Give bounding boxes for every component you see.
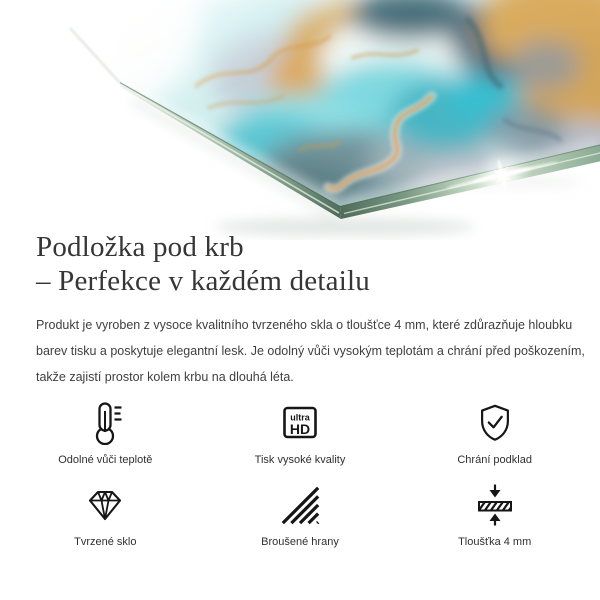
- feature-thickness: [397, 482, 592, 548]
- feature-label: Odolné vůči teplotě: [58, 454, 153, 466]
- product-description: [36, 312, 585, 390]
- description-line: Produkt je vyroben z vysoce kvalitního tvrzeného skla o tloušťce 4 mm, které zdůrazňuje hloubku: [36, 318, 573, 332]
- ultra-hd-badge-top: ultra: [290, 412, 310, 423]
- feature-label: Broušené hrany: [261, 536, 339, 548]
- description-line: barev tisku a poskytuje elegantní lesk. Je odolný vůči vysokým teplotám a chrání před poškozením,: [36, 344, 585, 358]
- feature-print-quality: [203, 400, 398, 466]
- diamond-icon: [83, 482, 127, 528]
- thermometer-icon: [83, 400, 127, 446]
- feature-label: Chrání podklad: [457, 454, 532, 466]
- feature-label: Tvrzené sklo: [74, 536, 137, 548]
- feature-tempered-glass: [8, 482, 203, 548]
- ultra-hd-icon: [278, 400, 322, 446]
- features-grid: [8, 400, 592, 548]
- feature-heat-resistant: [8, 400, 203, 466]
- feature-label: Tloušťka 4 mm: [458, 536, 532, 548]
- product-hero-image: [0, 0, 600, 240]
- feature-polished-edges: [203, 482, 398, 548]
- page-title-line2: – Perfekce v každém detailu: [36, 265, 370, 297]
- thickness-icon: [473, 482, 517, 528]
- shield-check-icon: [474, 400, 516, 446]
- glass-panel-photo: [0, 0, 600, 240]
- feature-label: Tisk vysoké kvality: [254, 454, 346, 466]
- feature-protects-floor: [397, 400, 592, 466]
- marble-art-print: [0, 0, 600, 240]
- beveled-edge-icon: [279, 482, 321, 528]
- description-line: takže zajistí prostor kolem krbu na dlouhá léta.: [36, 370, 294, 384]
- page-title: [36, 230, 370, 298]
- ultra-hd-badge-bottom: HD: [289, 421, 311, 437]
- page-title-line1: Podložka pod krb: [36, 231, 244, 263]
